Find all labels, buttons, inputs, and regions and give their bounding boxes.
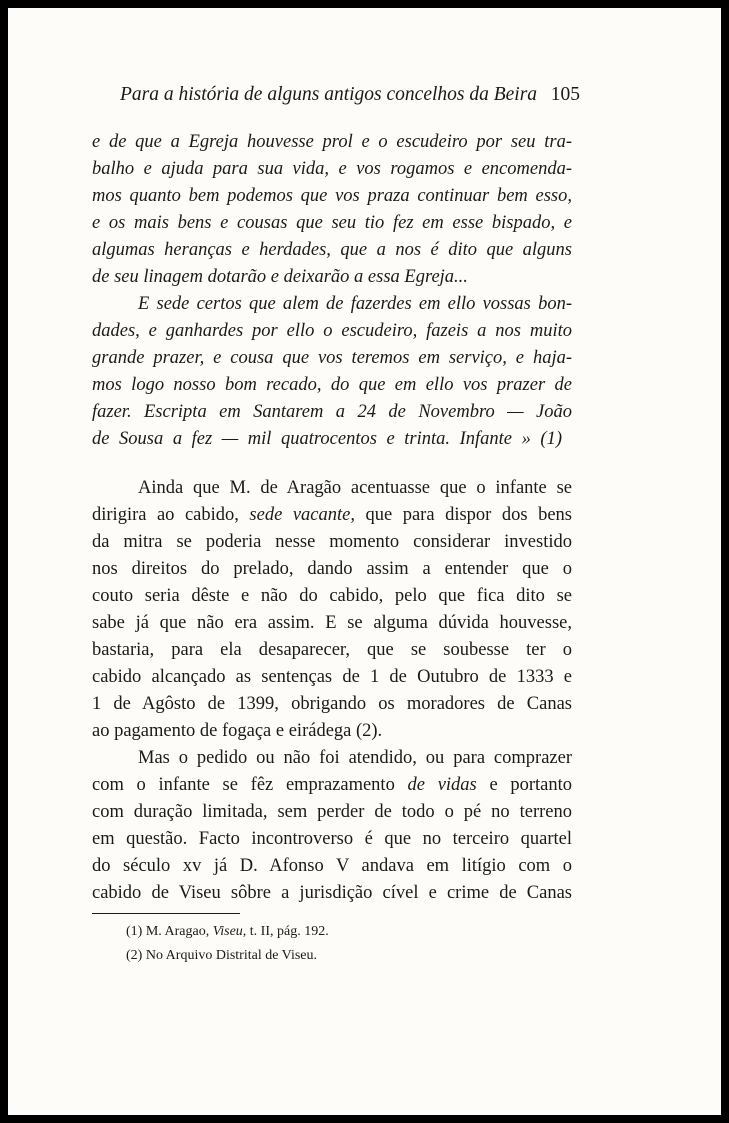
footnote-rule (92, 913, 240, 914)
body-italic-phrase: de vidas (407, 775, 477, 795)
quote-line: E sede certos que alem de fazerdes em ello vossas bon- (138, 294, 572, 314)
footnote-mark: (2) (126, 948, 143, 963)
body-line: cabido alcançado as sentenças de 1 de Outubro de 1333 e (92, 667, 572, 687)
body-line: nos direitos do prelado, dando assim a entender que o (92, 559, 572, 579)
quote-line: e de que a Egreja houvesse prol e o escudeiro por seu tra- (92, 132, 572, 152)
body-line: com duração limitada, sem perder de todo o pé no terreno (92, 802, 572, 822)
body-line: Mas o pedido ou não foi atendido, ou para comprazer (138, 748, 572, 768)
body-line: cabido de Viseu sôbre a jurisdição cível e crime de Canas (92, 883, 572, 903)
body-text: com o infante se fêz emprazamento (92, 775, 408, 795)
body-line: do século xv já D. Afonso V andava em litígio com o (92, 856, 572, 876)
footnote-text: t. II, pág. 192. (246, 924, 329, 939)
body-line: sabe já que não era assim. E se alguma dúvida houvesse, (92, 613, 572, 633)
quote-line-final (92, 429, 562, 450)
quote-line: de seu linagem dotarão e deixarão a essa Egreja... (92, 267, 468, 287)
footnote-italic: Viseu, (212, 924, 247, 939)
footnote-1 (126, 924, 329, 940)
body-italic-phrase: sede vacante, (249, 505, 355, 525)
header-title: Para a história de alguns antigos concelhos da Beira (120, 84, 538, 105)
quote-line: mos quanto bem podemos que vos praza continuar bem esso, (92, 186, 572, 206)
body-line: 1 de Agôsto de 1399, obrigando os moradores de Canas (92, 694, 572, 714)
body-line: Ainda que M. de Aragão acentuasse que o infante se (138, 478, 572, 498)
body-text: que para dispor dos bens (354, 505, 572, 525)
running-header (120, 84, 580, 106)
body-line: ao pagamento de fogaça e eirádega (2). (92, 721, 383, 741)
quote-line: e os mais bens e cousas que seu tio fez em esse bispado, e (92, 213, 572, 233)
book-page (8, 8, 721, 1115)
footnote-text: M. Aragao, (145, 924, 213, 939)
quote-line: grande prazer, e cousa que vos teremos em serviço, e haja- (92, 348, 572, 368)
page-number: 105 (550, 84, 580, 105)
body-line (92, 505, 572, 526)
body-line: bastaria, para ela desaparecer, que se soubesse ter o (92, 640, 572, 660)
body-text: e portanto (476, 775, 573, 795)
body-line: couto seria dêste e não do cabido, pelo que fica dito se (92, 586, 572, 606)
footnote-2 (126, 948, 317, 964)
body-line: da mitra se poderia nesse momento considerar investido (92, 532, 572, 552)
quote-line: balho e ajuda para sua vida, e vos rogamos e encomenda- (92, 159, 572, 179)
footnote-text: No Arquivo Distrital de Viseu. (145, 948, 317, 963)
body-line (92, 775, 572, 796)
footnote-mark: (1) (126, 924, 143, 939)
quote-line-text: de Sousa a fez — mil quatrocentos e trinta. Infante » (92, 429, 531, 449)
body-line: em questão. Facto incontroverso é que no terceiro quartel (92, 829, 572, 849)
quote-line: dades, e ganhardes por ello o escudeiro, fazeis a nos muito (92, 321, 572, 341)
quote-line: fazer. Escripta em Santarem a 24 de Novembro — João (92, 402, 572, 422)
body-text: dirigira ao cabido, (92, 505, 250, 525)
quote-footnote-ref: (1) (540, 429, 562, 449)
quote-line: mos logo nosso bom recado, do que em ello vos prazer de (92, 375, 572, 395)
quote-line: algumas heranças e herdades, que a nos é dito que alguns (92, 240, 572, 260)
